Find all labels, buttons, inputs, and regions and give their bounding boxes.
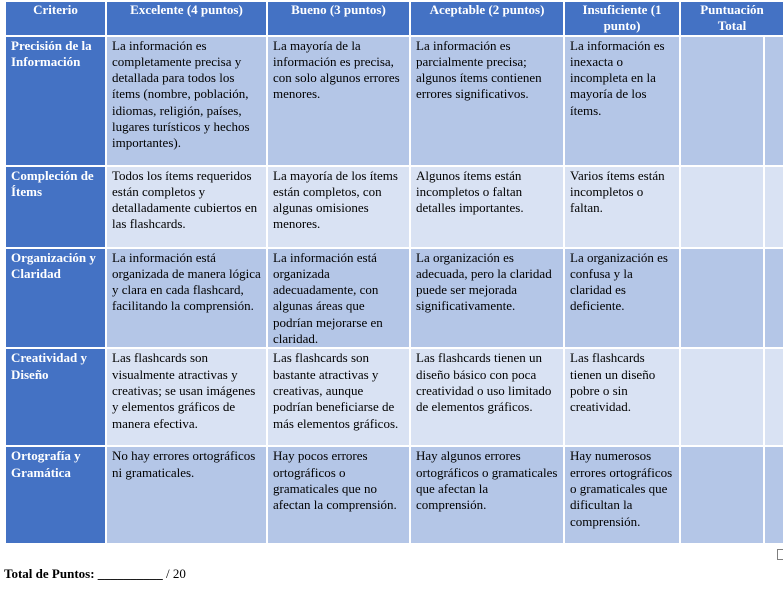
total-points-label: Total de Puntos:: [4, 566, 95, 581]
aceptable-cell: Hay algunos errores ortográficos o gramaticales que afectan la comprensión.: [410, 446, 564, 544]
aceptable-cell: La información es parcialmente precisa; algunos ítems contienen errores significativos.: [410, 36, 564, 166]
bueno-cell: La información está organizada adecuadamente, con algunas áreas que podrían mejorarse en claridad.: [267, 248, 410, 349]
insuficiente-cell: Varios ítems están incompletos o faltan.: [564, 166, 680, 248]
table-row: [5, 166, 783, 248]
table-row: [5, 248, 783, 349]
criterion-cell: Ortografía y Gramática: [5, 446, 106, 544]
excelente-cell: No hay errores ortográficos ni gramaticales.: [106, 446, 267, 544]
table-row: [5, 348, 783, 446]
bueno-cell: Las flashcards son bastante atractivas y creativas, aunque podrían beneficiarse de más elementos gráficos.: [267, 348, 410, 446]
header-bueno: Bueno (3 puntos): [267, 1, 410, 36]
total-points-line: [4, 566, 186, 582]
header-puntuacion-total: Puntuación Total: [680, 1, 783, 36]
extra-cell: [764, 446, 783, 544]
table-row: [5, 36, 783, 166]
score-cell[interactable]: [680, 446, 764, 544]
table-row: [5, 446, 783, 544]
criterion-cell: Creatividad y Diseño: [5, 348, 106, 446]
insuficiente-cell: Las flashcards tienen un diseño pobre o sin creatividad.: [564, 348, 680, 446]
criterion-cell: Organización y Claridad: [5, 248, 106, 349]
excelente-cell: La información está organizada de manera lógica y clara en cada flashcard, facilitando la comprensión.: [106, 248, 267, 349]
header-criterio: Criterio: [5, 1, 106, 36]
rubric-table: [4, 0, 783, 545]
extra-cell: [764, 248, 783, 349]
header-row: [5, 1, 783, 36]
excelente-cell: Las flashcards son visualmente atractivas y creativas; se usan imágenes y elementos gráficos de manera efectiva.: [106, 348, 267, 446]
bueno-cell: La mayoría de la información es precisa, con solo algunos errores menores.: [267, 36, 410, 166]
excelente-cell: La información es completamente precisa y detallada para todos los ítems (nombre, población, idiomas, religión, países, lugares turísticos y hechos importantes).: [106, 36, 267, 166]
bueno-cell: La mayoría de los ítems están completos, con algunas omisiones menores.: [267, 166, 410, 248]
criterion-cell: Precisión de la Información: [5, 36, 106, 166]
extra-cell: [764, 36, 783, 166]
table-resize-handle[interactable]: [777, 549, 783, 560]
insuficiente-cell: La organización es confusa y la claridad es deficiente.: [564, 248, 680, 349]
extra-cell: [764, 166, 783, 248]
insuficiente-cell: La información es inexacta o incompleta en la mayoría de los ítems.: [564, 36, 680, 166]
aceptable-cell: Las flashcards tienen un diseño básico con poca creatividad o uso limitado de elementos gráficos.: [410, 348, 564, 446]
score-cell[interactable]: [680, 248, 764, 349]
insuficiente-cell: Hay numerosos errores ortográficos o gramaticales que dificultan la comprensión.: [564, 446, 680, 544]
header-aceptable: Aceptable (2 puntos): [410, 1, 564, 36]
excelente-cell: Todos los ítems requeridos están completos y detalladamente cubiertos en las flashcards.: [106, 166, 267, 248]
total-points-max: / 20: [162, 566, 186, 581]
aceptable-cell: Algunos ítems están incompletos o faltan detalles importantes.: [410, 166, 564, 248]
score-cell[interactable]: [680, 36, 764, 166]
criterion-cell: Compleción de Ítems: [5, 166, 106, 248]
bueno-cell: Hay pocos errores ortográficos o gramaticales que no afectan la comprensión.: [267, 446, 410, 544]
header-excelente: Excelente (4 puntos): [106, 1, 267, 36]
header-insuficiente: Insuficiente (1 punto): [564, 1, 680, 36]
score-cell[interactable]: [680, 166, 764, 248]
extra-cell: [764, 348, 783, 446]
aceptable-cell: La organización es adecuada, pero la claridad puede ser mejorada significativamente.: [410, 248, 564, 349]
score-cell[interactable]: [680, 348, 764, 446]
total-points-blank[interactable]: __________: [97, 566, 163, 581]
